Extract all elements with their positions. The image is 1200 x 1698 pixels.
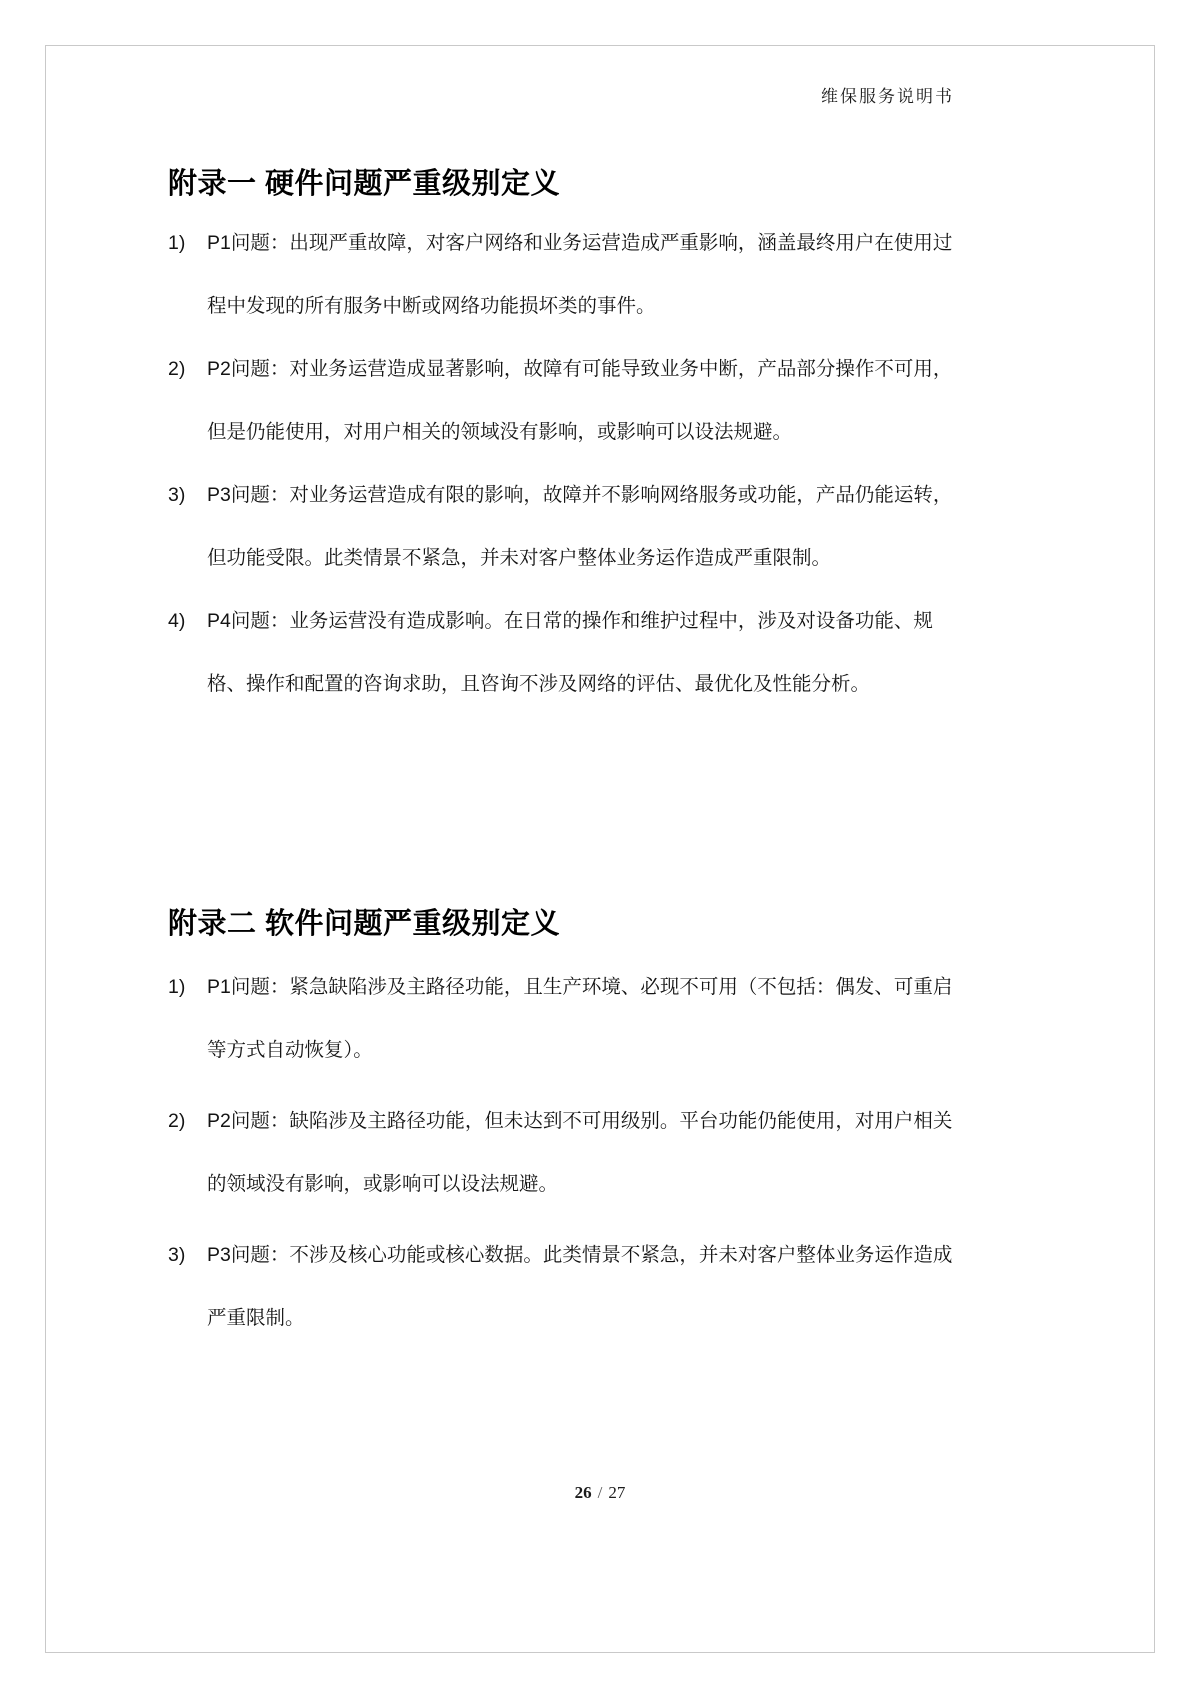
list-item bbox=[168, 590, 958, 716]
list-item-number: 2) bbox=[168, 358, 186, 380]
list-item-number: 1) bbox=[168, 976, 186, 998]
document-header: 维保服务说明书 bbox=[821, 87, 954, 106]
list-item bbox=[168, 338, 958, 464]
list-item-number: 1) bbox=[168, 232, 186, 254]
list-item bbox=[168, 956, 958, 1082]
page-number-footer bbox=[0, 1483, 1200, 1503]
list-item-number: 3) bbox=[168, 484, 186, 506]
page-number-current: 26 bbox=[574, 1483, 592, 1502]
appendix-1-title: 附录一 硬件问题严重级别定义 bbox=[168, 168, 561, 201]
list-item-text: P1问题：紧急缺陷涉及主路径功能，且生产环境、必现不可用（不包括：偶发、可重启等方式自动恢复）。 bbox=[207, 976, 953, 1061]
list-item-text: P3问题：不涉及核心功能或核心数据。此类情景不紧急，并未对客户整体业务运作造成严重限制。 bbox=[207, 1244, 953, 1329]
list-item-text: P2问题：对业务运营造成显著影响，故障有可能导致业务中断，产品部分操作不可用，但是仍能使用，对用户相关的领域没有影响，或影响可以设法规避。 bbox=[207, 358, 953, 443]
appendix-2-title: 附录二 软件问题严重级别定义 bbox=[168, 908, 561, 941]
appendix-2-list bbox=[168, 956, 958, 1358]
page-number-separator: / bbox=[597, 1483, 603, 1502]
list-item bbox=[168, 464, 958, 590]
list-item-text: P2问题：缺陷涉及主路径功能，但未达到不可用级别。平台功能仍能使用，对用户相关的领域没有影响，或影响可以设法规避。 bbox=[207, 1110, 953, 1195]
list-item bbox=[168, 212, 958, 338]
list-item bbox=[168, 1224, 958, 1350]
list-item bbox=[168, 1090, 958, 1216]
list-item-text: P4问题：业务运营没有造成影响。在日常的操作和维护过程中，涉及对设备功能、规格、操作和配置的咨询求助，且咨询不涉及网络的评估、最优化及性能分析。 bbox=[207, 610, 933, 695]
list-item-number: 3) bbox=[168, 1244, 186, 1266]
list-item-text: P3问题：对业务运营造成有限的影响，故障并不影响网络服务或功能，产品仍能运转，但功能受限。此类情景不紧急，并未对客户整体业务运作造成严重限制。 bbox=[207, 484, 953, 569]
list-item-number: 2) bbox=[168, 1110, 186, 1132]
list-item-number: 4) bbox=[168, 610, 186, 632]
appendix-1-list bbox=[168, 212, 958, 716]
page-number-total: 27 bbox=[608, 1483, 626, 1502]
list-item-text: P1问题：出现严重故障，对客户网络和业务运营造成严重影响，涵盖最终用户在使用过程中发现的所有服务中断或网络功能损坏类的事件。 bbox=[207, 232, 953, 317]
